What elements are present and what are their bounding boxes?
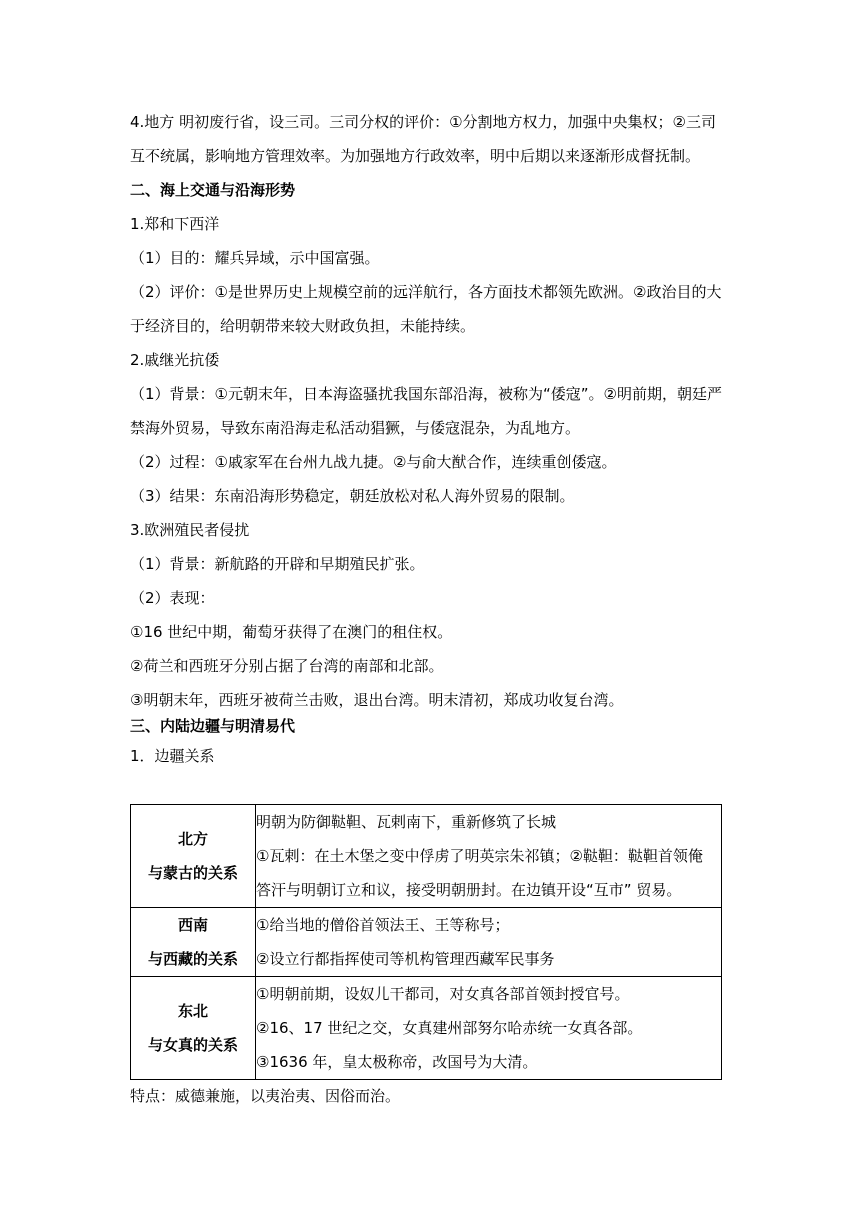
text-line: （2）评价：①是世界历史上规模空前的远洋航行，各方面技术都领先欧洲。②政治目的大 xyxy=(130,283,722,301)
content-line: 答汗与明朝订立和议，接受明朝册封。在边镇开设“互市” 贸易。 xyxy=(256,881,682,899)
text-line: （1）目的：耀兵异域，示中国富强。 xyxy=(130,249,380,267)
content-line: 明朝为防御鞑靼、瓦剌南下，重新修筑了长城 xyxy=(256,813,557,831)
region-label: 北方 xyxy=(177,830,208,848)
table-row-header xyxy=(131,977,256,1080)
text-line: （2）表现： xyxy=(130,589,215,607)
subsection-heading: 3.欧洲殖民者侵扰 xyxy=(130,521,250,539)
text-line: （1）背景：新航路的开辟和早期殖民扩张。 xyxy=(130,555,425,573)
table-row-content xyxy=(256,977,722,1080)
text-line: （1）背景：①元朝末年，日本海盗骚扰我国东部沿海，被称为“倭寇”。②明前期，朝廷严 xyxy=(130,385,722,403)
content-line: ③1636 年，皇太极称帝，改国号为大清。 xyxy=(256,1053,538,1071)
region-label: 东北 xyxy=(177,1002,208,1020)
content-line: ①瓦剌：在土木堡之变中俘虏了明英宗朱祁镇；②鞑靼：鞑靼首领俺 xyxy=(256,847,703,865)
text-line: （2）过程：①戚家军在台州九战九捷。②与俞大猷合作，连续重创倭寇。 xyxy=(130,453,617,471)
text-line: 4.地方 明初废行省，设三司。三司分权的评价：①分割地方权力，加强中央集权；②三司 xyxy=(130,113,716,131)
text-line: ②荷兰和西班牙分别占据了台湾的南部和北部。 xyxy=(130,657,444,675)
table-row-header xyxy=(131,908,256,977)
subsection-heading: 2.戚继光抗倭 xyxy=(130,351,220,369)
relation-label: 与蒙古的关系 xyxy=(147,864,238,882)
text-line: （3）结果：东南沿海形势稳定，朝廷放松对私人海外贸易的限制。 xyxy=(130,487,575,505)
content-line: ①给当地的僧俗首领法王、王等称号； xyxy=(256,916,510,934)
subsection-heading: 1．边疆关系 xyxy=(130,747,215,765)
subsection-heading: 1.郑和下西洋 xyxy=(130,215,220,233)
table-row xyxy=(131,977,722,1080)
content-line: ②16、17 世纪之交，女真建州部努尔哈赤统一女真各部。 xyxy=(256,1019,643,1037)
text-line: 互不统属，影响地方管理效率。为加强地方行政效率，明中后期以来逐渐形成督抚制。 xyxy=(130,147,701,165)
content-line: ①明朝前期，设奴儿干都司，对女真各部首领封授官号。 xyxy=(256,985,630,1003)
summary-line: 特点：威德兼施，以夷治夷、因俗而治。 xyxy=(130,1087,401,1105)
text-line: 禁海外贸易，导致东南沿海走私活动猖獗，与倭寇混杂，为乱地方。 xyxy=(130,419,581,437)
section-heading: 三、内陆边疆与明清易代 xyxy=(130,717,296,735)
border-relations-table xyxy=(130,804,722,1080)
content-line: ②设立行都指挥使司等机构管理西藏军民事务 xyxy=(256,950,555,968)
table-row-content xyxy=(256,805,722,908)
text-line: ①16 世纪中期，葡萄牙获得了在澳门的租住权。 xyxy=(130,623,453,641)
table-row-header xyxy=(131,805,256,908)
relation-label: 与女真的关系 xyxy=(147,1036,238,1054)
text-line: 于经济目的，给明朝带来较大财政负担，未能持续。 xyxy=(130,317,476,335)
text-line: ③明朝末年，西班牙被荷兰击败，退出台湾。明末清初，郑成功收复台湾。 xyxy=(130,691,624,709)
table-row xyxy=(131,908,722,977)
section-heading: 二、海上交通与沿海形势 xyxy=(130,181,296,199)
table-row-content xyxy=(256,908,722,977)
region-label: 西南 xyxy=(177,916,208,934)
relation-label: 与西藏的关系 xyxy=(147,950,238,968)
table-row xyxy=(131,805,722,908)
